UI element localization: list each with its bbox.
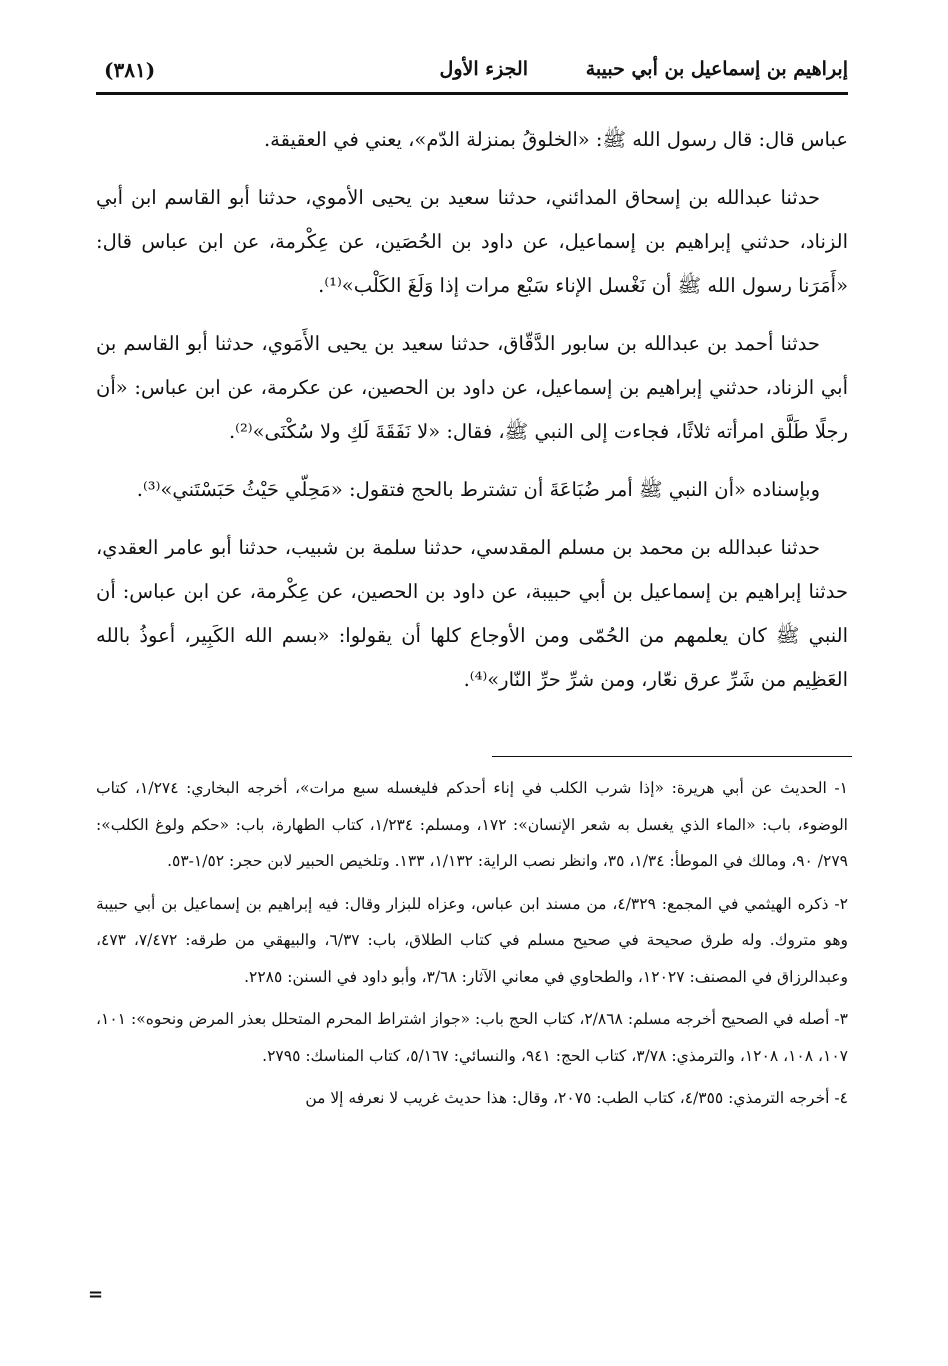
footnote-number: ٣- bbox=[834, 1010, 848, 1028]
footnote-text: الحديث عن أبي هريرة: «إذا شرب الكلب في إناء أحدكم فليغسله سبع مرات»، أخرجه البخاري: ١/٢٧٤، كتاب الوضوء، باب: «الماء الذي يغسل به شعر الإنسان»: ١٧٢، ومسلم: ١/٢٣٤، كتاب الطهارة، باب: «حكم ولوغ الكلب»: ٢٧٩/ ٩٠، ومالك في الموطأ: ١/٣٤، ٣٥، وانظر نصب الراية: ١/١٣٢، ١٣٣. وتلخيص الحبير لابن حجر: ١/٥٢-٥٣. bbox=[96, 779, 848, 870]
footnote bbox=[96, 770, 848, 880]
footnote-number: ٤- bbox=[834, 1089, 848, 1107]
footnote-number: ١- bbox=[834, 779, 848, 797]
page-header bbox=[96, 52, 848, 95]
footnote-text: أصله في الصحيح أخرجه مسلم: ٢/٨٦٨، كتاب الحج باب: «جواز اشتراط المحرم المتحلل بعذر المرض ونحوه»: ١٠١، ١٠٧، ١٠٨، ١٢٠٨، والترمذي: ٣/٧٨، كتاب الحج: ٩٤١، والنسائي: ٥/١٦٧، كتاب المناسك: ٢٧٩٥. bbox=[96, 1010, 848, 1065]
main-text bbox=[96, 118, 848, 716]
paragraph: حدثنا عبدالله بن إسحاق المدائني، حدثنا سعيد بن يحيى الأموي، حدثنا أبو القاسم ابن أبي الزناد، حدثني إبراهيم بن إسماعيل، عن داود بن الحُصَين، عن عِكْرمة، عن ابن عباس قال: «أَمَرَنا رسول الله ﷺ أن نَغْسل الإناء سَبْع مرات إذا وَلَغَ الكَلْب»⁽¹⁾. bbox=[96, 186, 848, 297]
paragraph: عباس قال: قال رسول الله ﷺ: «الخلوقُ بمنزلة الدّم»، يعني في العقيقة. bbox=[263, 128, 848, 151]
running-title-author: إبراهيم بن إسماعيل بن أبي حبيبة bbox=[585, 58, 848, 80]
paragraph: حدثنا أحمد بن عبدالله بن سابور الدَّقّاق، حدثنا سعيد بن يحيى الأَمَوي، حدثنا أبو القاسم بن أبي الزناد، حدثني إبراهيم بن إسماعيل، عن داود بن الحصين، عن عكرمة، عن ابن عباس: «أن رجلًا طَلَّق امرأته ثلاثًا، فجاءت إلى النبي ﷺ، فقال: «لا نَفَقَةَ لَكِ ولا سُكْنَى»⁽²⁾. bbox=[96, 332, 848, 443]
continuation-mark: = bbox=[88, 1284, 104, 1305]
running-title-part: الجزء الأول bbox=[439, 58, 528, 80]
paragraph: حدثنا عبدالله بن محمد بن مسلم المقدسي، حدثنا سلمة بن شبيب، حدثنا أبو عامر العقدي، حدثنا إبراهيم بن إسماعيل بن أبي حبيبة، عن داود بن الحصين، عن عِكْرمة، عن ابن عباس: أن النبي ﷺ كان يعلمهم من الحُمّى ومن الأوجاع كلها أن يقولوا: «بسم الله الكَبِير، أعوذُ بالله العَظِيم من شَرِّ عرق نعّار، ومن شرِّ حرِّ النّار»⁽⁴⁾. bbox=[96, 536, 848, 691]
page-number: (٣٨١) bbox=[104, 58, 156, 82]
paragraph: وبإسناده «أن النبي ﷺ أمر ضُبَاعَةَ أن تشترط بالحج فتقول: «مَحِلّي حَيْثُ حَبَسْتَني»⁽³⁾. bbox=[136, 478, 820, 501]
footnote-text: ذكره الهيثمي في المجمع: ٤/٣٢٩، من مسند ابن عباس، وعزاه للبزار وقال: فيه إبراهيم بن إسماعيل بن أبي حبيبة وهو متروك. وله طرق صحيحة في صحيح مسلم في كتاب الطلاق، باب: ٦/٣٧، والبيهقي من طرقه: ٧/٤٧٢، ٤٧٣، وعبدالرزاق في المصنف: ١٢٠٢٧، والطحاوي في معاني الآثار: ٣/٦٨، وأبو داود في السنن: ٢٢٨٥. bbox=[96, 894, 848, 986]
footnote-number: ٢- bbox=[834, 894, 848, 913]
footnote bbox=[96, 1080, 848, 1117]
footnote-text: أخرجه الترمذي: ٤/٣٥٥، كتاب الطب: ٢٠٧٥، وقال: هذا حديث غريب لا نعرفه إلا من bbox=[305, 1089, 830, 1107]
footnote-divider bbox=[492, 756, 852, 757]
footnote bbox=[96, 1001, 848, 1074]
footnote bbox=[96, 886, 848, 996]
footnotes bbox=[96, 770, 848, 1123]
